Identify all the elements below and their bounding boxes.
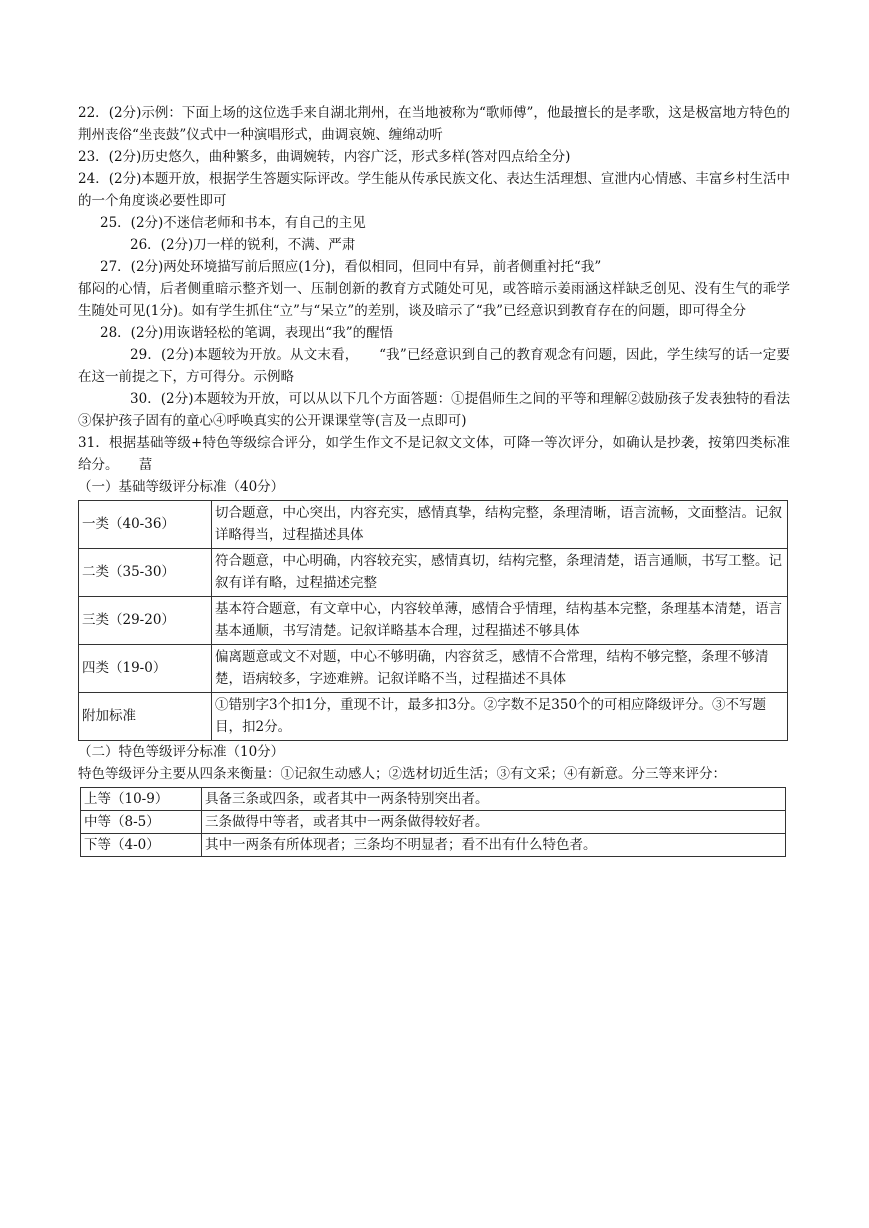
table-row [79,645,788,693]
table-row [79,693,788,741]
answer-q31: 31．根据基础等级+特色等级综合评分，如学生作文不是记叙文文体，可降一等次评分，如确认是抄袭，按第四类标准给分。 葍 [78,435,790,473]
grade-description: 其中一两条有所体现者；三条均不明显者；看不出有什么特色者。 [202,834,786,857]
answer-q30: 30．(2分)本题较为开放，可以从以下几个方面答题：①提倡师生之间的平等和理解②鼓励孩子发表独特的看法③保护孩子固有的童心④呼唤真实的公开课课堂等(言及一点即可) [78,391,790,429]
answer-document [78,102,790,857]
special-grading-heading: （二）特色等级评分标准（10分） [78,744,285,760]
table-row [79,501,788,549]
grade-level: 三类（29-20） [79,597,212,645]
basic-grading-heading: （一）基础等级评分标准（40分） [78,479,285,495]
answer-q29: 29．(2分)本题较为开放。从文末看， “我”已经意识到自己的教育观念有问题，因此，学生续写的话一定要在这一前提之下，方可得分。示例略 [78,347,790,385]
answer-q28: 28．(2分)用诙谐轻松的笔调，表现出“我”的醒悟 [100,325,394,341]
grade-level: 附加标准 [79,693,212,741]
answer-q24: 24．(2分)本题开放，根据学生答题实际评改。学生能从传承民族文化、表达生活理想、宣泄内心情感、丰富乡村生活中的一个角度谈必要性即可 [78,171,790,209]
answer-q23: 23．(2分)历史悠久，曲种繁多，曲调婉转，内容广泛，形式多样(答对四点给全分) [78,149,571,165]
table-row [79,549,788,597]
grade-description: 偏离题意或文不对题，中心不够明确，内容贫乏，感情不合常理，结构不够完整，条理不够清楚，语病较多，字迹难辨。记叙详略不当，过程描述不具体 [212,645,788,693]
table-row [81,811,786,834]
answer-q25: 25．(2分)不迷信老师和书本，有自己的主见 [100,215,366,231]
grade-description: 三条做得中等者，或者其中一两条做得较好者。 [202,811,786,834]
grade-description: 具备三条或四条，或者其中一两条特别突出者。 [202,788,786,811]
grade-description: 切合题意，中心突出，内容充实，感情真挚，结构完整，条理清晰，语言流畅，文面整洁。记叙详略得当，过程描述具体 [212,501,788,549]
grade-level: 四类（19-0） [79,645,212,693]
answer-q27-continuation: 郁闷的心情，后者侧重暗示整齐划一、压制创新的教育方式随处可见，或答暗示姜雨涵这样缺乏创见、没有生气的乖学生随处可见(1分)。如有学生抓住“立”与“呆立”的差别，谈及暗示了“我”已经意识到教育存在的问题，即可得全分 [78,281,790,319]
grade-description: 基本符合题意，有文章中心，内容较单薄，感情合乎情理，结构基本完整，条理基本清楚，语言基本通顺，书写清楚。记叙详略基本合理，过程描述不够具体 [212,597,788,645]
grade-level: 一类（40-36） [79,501,212,549]
grade-description: 符合题意，中心明确，内容较充实，感情真切，结构完整，条理清楚，语言通顺，书写工整。记叙有详有略，过程描述完整 [212,549,788,597]
table-row [81,834,786,857]
answer-q26: 26．(2分)刀一样的锐利，不满、严肃 [130,237,356,253]
table-row [79,597,788,645]
special-grading-intro: 特色等级评分主要从四条来衡量：①记叙生动感人；②选材切近生活；③有文采；④有新意。分三等来评分： [78,766,726,782]
special-grading-table [80,787,786,857]
grade-description: ①错别字3个扣1分，重现不计，最多扣3分。②字数不足350个的可相应降级评分。③不写题目，扣2分。 [212,693,788,741]
answer-q22: 22．(2分)示例：下面上场的这位选手来自湖北荆州，在当地被称为“歌师傅”，他最擅长的是孝歌，这是极富地方特色的荆州丧俗“坐丧鼓”仪式中一种演唱形式，曲调哀婉、缠绵动听 [78,105,790,143]
grade-level: 中等（8-5） [81,811,202,834]
table-row [81,788,786,811]
basic-grading-table [78,500,788,741]
grade-level: 二类（35-30） [79,549,212,597]
answer-q27-first-line: 27．(2分)两处环境描写前后照应(1分)，看似相同，但同中有异，前者侧重衬托“我” [100,259,602,275]
grade-level: 上等（10-9） [81,788,202,811]
grade-level: 下等（4-0） [81,834,202,857]
